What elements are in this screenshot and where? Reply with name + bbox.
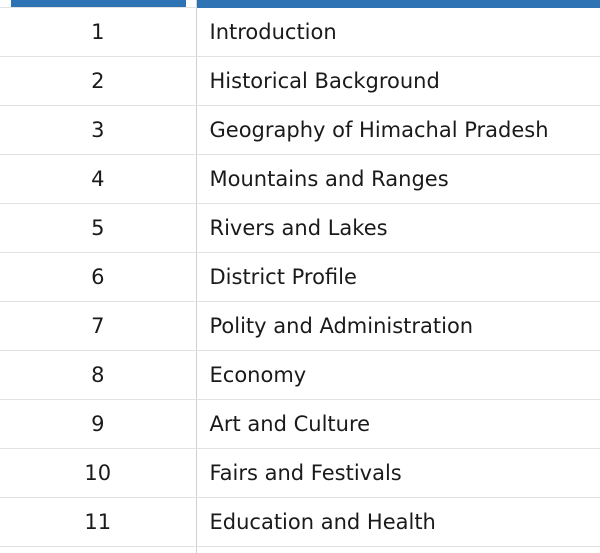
row-number: 3 bbox=[0, 106, 196, 155]
table-row[interactable] bbox=[0, 400, 600, 449]
row-number: 11 bbox=[0, 498, 196, 547]
row-number: 5 bbox=[0, 204, 196, 253]
row-title-partial bbox=[196, 547, 600, 553]
row-number: 1 bbox=[0, 8, 196, 57]
row-number: 9 bbox=[0, 400, 196, 449]
row-number: 6 bbox=[0, 253, 196, 302]
row-title: Introduction bbox=[196, 8, 600, 57]
row-title: Economy bbox=[196, 351, 600, 400]
table-row[interactable] bbox=[0, 57, 600, 106]
header-accent-left bbox=[0, 0, 196, 8]
row-number: 2 bbox=[0, 57, 196, 106]
table-row[interactable] bbox=[0, 302, 600, 351]
table-row[interactable] bbox=[0, 106, 600, 155]
table-row-partial bbox=[0, 547, 600, 553]
table-row[interactable] bbox=[0, 449, 600, 498]
row-title: Education and Health bbox=[196, 498, 600, 547]
table-header-accent-bar bbox=[0, 0, 600, 8]
row-number: 7 bbox=[0, 302, 196, 351]
table-row[interactable] bbox=[0, 253, 600, 302]
row-title: Geography of Himachal Pradesh bbox=[196, 106, 600, 155]
row-title: Mountains and Ranges bbox=[196, 155, 600, 204]
table-row[interactable] bbox=[0, 498, 600, 547]
row-title: Art and Culture bbox=[196, 400, 600, 449]
row-number: 10 bbox=[0, 449, 196, 498]
row-number: 4 bbox=[0, 155, 196, 204]
table-row[interactable] bbox=[0, 8, 600, 57]
table-row[interactable] bbox=[0, 155, 600, 204]
row-title: Fairs and Festivals bbox=[196, 449, 600, 498]
row-title: Rivers and Lakes bbox=[196, 204, 600, 253]
row-number-partial bbox=[0, 547, 196, 553]
row-title: District Profile bbox=[196, 253, 600, 302]
table-row[interactable] bbox=[0, 204, 600, 253]
table-row[interactable] bbox=[0, 351, 600, 400]
row-title: Polity and Administration bbox=[196, 302, 600, 351]
header-accent-right bbox=[196, 0, 600, 8]
row-number: 8 bbox=[0, 351, 196, 400]
row-title: Historical Background bbox=[196, 57, 600, 106]
